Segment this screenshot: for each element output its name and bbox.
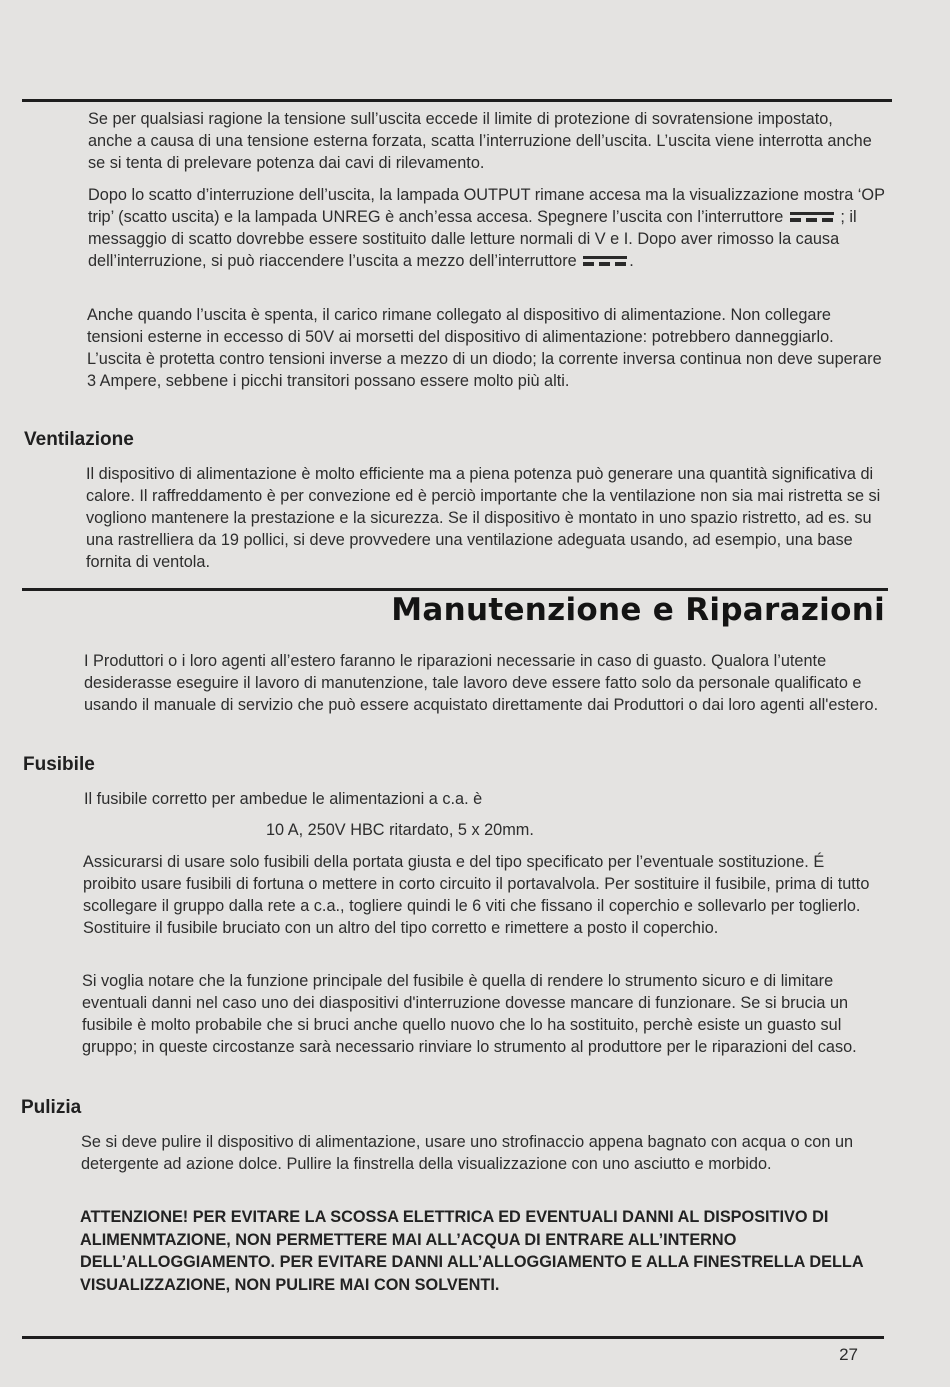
paragraph-ventilation: Il dispositivo di alimentazione è molto efficiente ma a piena potenza può generare una quantità significativa di calore. Il raffreddamento è per convezione ed è perciò importante che la ventilazione non sia mai ristretta se si vogliono mantenere la prestazione e la sicurezza. Se il dispositivo è montato in uno spazio ristretto, ad es. su una rastrelliera da 19 pollici, si deve provvedere una ventilazione adeguata usando, ad esempio, una base fornita di ventola.	[86, 465, 881, 571]
paragraph-output-trip-part2: ; il messaggio di scatto dovrebbe essere sostituito dalle letture normali di V e I. Dopo aver rimosso la causa dell’interruzione, si può riaccendere l’uscita a mezzo dell’interruttore	[88, 208, 857, 270]
paragraph-fuse-function: Si voglia notare che la funzione principale del fusibile è quella di rendere lo strumento sicuro e di limitare eventuali danni nel caso uno dei diaspositivi d'interruzione dovesse mancare di funzionare. Se si brucia un fusibile è molto probabile che si bruci anche quello nuovo che lo ha sostituito, perchè esiste un guasto sul gruppo; in queste circostanze sarà necessario rinviare lo strumento al produttore per le riparazioni del caso.	[82, 972, 857, 1056]
paragraph-output-trip-part3: .	[629, 252, 634, 270]
section-rule	[22, 588, 888, 591]
section-title: Manutenzione e Riparazioni	[391, 592, 885, 628]
paragraph-overvoltage: Se per qualsiasi ragione la tensione sull’uscita eccede il limite di protezione di sovratensione impostato, anche a causa di una tensione esterna forzata, scatta l’interruzione dell’uscita. L’uscita viene interrotta anche se si tenta di prelevare potenza dai cavi di rilevamento.	[88, 110, 872, 172]
heading-pulizia: Pulizia	[21, 1097, 82, 1118]
page-number: 27	[839, 1345, 858, 1364]
paragraph-cleaning: Se si deve pulire il dispositivo di alimentazione, usare uno strofinaccio appena bagnato con acqua o con un detergente ad azione dolce. Pullire la finstrella della visualizzazione con uno asciutto e morbido.	[81, 1133, 854, 1173]
heading-ventilazione: Ventilazione	[24, 429, 134, 450]
fuse-specification: 10 A, 250V HBC ritardato, 5 x 20mm.	[266, 821, 534, 839]
dc-switch-icon	[790, 211, 834, 224]
top-rule	[22, 99, 892, 102]
paragraph-maintenance: I Produttori o i loro agenti all’estero faranno le riparazioni necessarie in caso di guasto. Qualora l’utente desiderasse eseguire il lavoro di manutenzione, tale lavoro deve essere fatto solo da personale qualificato e usando il manuale di servizio che può essere acquistato direttamente dai Produttori o dai loro agenti all'estero.	[84, 652, 879, 714]
warning-notice: ATTENZIONE! PER EVITARE LA SCOSSA ELETTRICA ED EVENTUALI DANNI AL DISPOSITIVO DI ALIMENMTAZIONE, NON PERMETTERE MAI ALL’ACQUA DI ENTRARE ALL’INTERNO DELL’ALLOGGIAMENTO. PER EVITARE DANNI ALL’ALLOGGIAMENTO E ALLA FINESTRELLA DELLA VISUALIZZAZIONE, NON PULIRE MAI CON SOLVENTI.	[80, 1208, 863, 1294]
paragraph-load-connected: Anche quando l’uscita è spenta, il carico rimane collegato al dispositivo di alimentazione. Non collegare tensioni esterne in eccesso di 50V ai morsetti del dispositivo di alimentazione: potrebbero danneggiarlo. L’uscita è protetta contro tensioni inverse a mezzo di un diodo; la corrente inversa continua non deve superare 3 Ampere, sebbene i picchi transitori possano essere molto più alti.	[87, 306, 882, 390]
paragraph-fuse-intro: Il fusibile corretto per ambedue le alimentazioni a c.a. è	[84, 790, 483, 808]
heading-fusibile: Fusibile	[23, 754, 95, 775]
paragraph-output-trip-part1: Dopo lo scatto d’interruzione dell’uscita, la lampada OUTPUT rimane accesa ma la visualizzazione mostra ‘OP trip’ (scatto uscita) e la lampada UNREG è anch’essa accesa. Spegnere l’uscita con l’interruttore	[88, 186, 885, 226]
bottom-rule	[22, 1336, 884, 1339]
dc-switch-icon	[583, 255, 627, 268]
paragraph-output-trip	[88, 184, 888, 272]
paragraph-fuse-replacement: Assicurarsi di usare solo fusibili della portata giusta e del tipo specificato per l’eventuale sostituzione. É proibito usare fusibili di fortuna o mettere in corto circuito il portavalvola. Per sostituire il fusibile, prima di tutto scollegare il gruppo dalla rete a c.a., togliere quindi le 6 viti che fissano il coperchio e sollevarlo per toglierlo. Sostituire il fusibile bruciato con un altro del tipo corretto e rimettere a posto il coperchio.	[83, 853, 870, 937]
